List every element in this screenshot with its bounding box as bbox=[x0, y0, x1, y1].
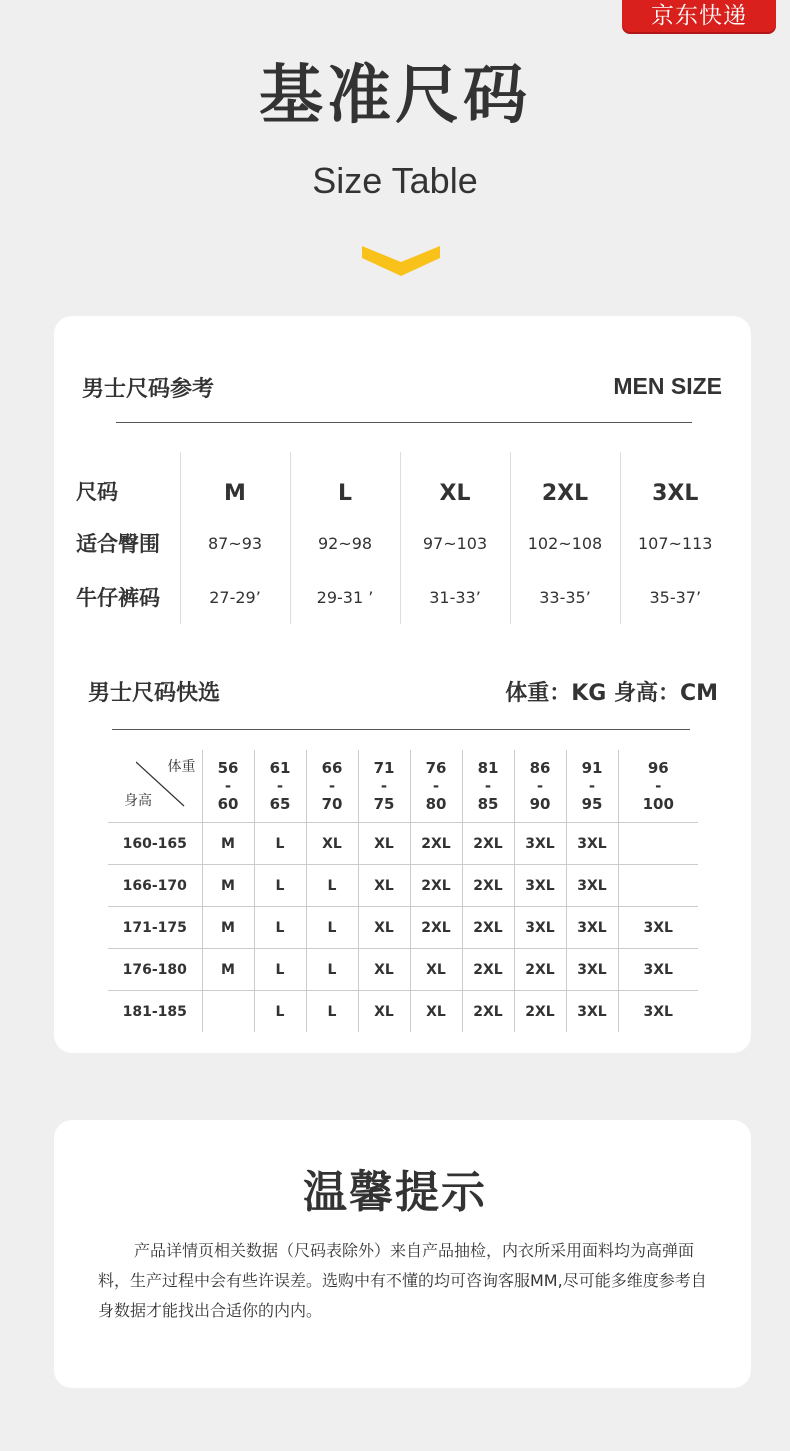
row-label: 适合臀围 bbox=[76, 532, 160, 556]
table-cell: XL bbox=[410, 949, 462, 991]
height-range: 171-175 bbox=[108, 907, 202, 949]
table-cell: XL bbox=[306, 823, 358, 865]
size-header-cell: XL bbox=[400, 452, 510, 516]
size-ref-heading: 男士尺码参考 bbox=[82, 377, 215, 402]
table-cell: 3XL bbox=[566, 865, 618, 907]
table-cell: 3XL bbox=[618, 991, 698, 1033]
table-cell: M bbox=[202, 949, 254, 991]
table-cell: M bbox=[202, 823, 254, 865]
table-cell: 2XL bbox=[514, 991, 566, 1033]
table-cell: 3XL bbox=[618, 949, 698, 991]
table-cell: 97~103 bbox=[400, 516, 510, 570]
table-cell: M bbox=[202, 907, 254, 949]
tips-title: 温馨提示 bbox=[303, 1167, 487, 1218]
quick-select-heading: 男士尺码快选 bbox=[88, 681, 221, 706]
height-range: 160-165 bbox=[108, 823, 202, 865]
table-cell: XL bbox=[358, 907, 410, 949]
table-cell: 92~98 bbox=[290, 516, 400, 570]
table-cell: 2XL bbox=[462, 991, 514, 1033]
table-cell: XL bbox=[358, 865, 410, 907]
divider bbox=[112, 729, 690, 730]
table-cell: XL bbox=[410, 991, 462, 1033]
table-cell: 3XL bbox=[514, 907, 566, 949]
quick-select-table bbox=[108, 750, 698, 1032]
table-row bbox=[108, 865, 698, 907]
table-cell: 3XL bbox=[566, 949, 618, 991]
table-cell: L bbox=[254, 991, 306, 1033]
table-cell: 2XL bbox=[462, 823, 514, 865]
jeans-row bbox=[76, 570, 730, 624]
table-cell bbox=[618, 865, 698, 907]
hip-row bbox=[76, 516, 730, 570]
weight-range: 56 - 60 bbox=[202, 750, 254, 823]
table-cell: 3XL bbox=[566, 823, 618, 865]
table-cell: 35-37’ bbox=[620, 570, 730, 624]
table-cell: 29-31 ’ bbox=[290, 570, 400, 624]
table-row bbox=[108, 907, 698, 949]
table-cell: L bbox=[306, 907, 358, 949]
weight-range: 66 - 70 bbox=[306, 750, 358, 823]
table-cell: 107~113 bbox=[620, 516, 730, 570]
table-cell: 3XL bbox=[566, 991, 618, 1033]
table-cell: 33-35’ bbox=[510, 570, 620, 624]
table-cell: 87~93 bbox=[180, 516, 290, 570]
size-header-cell: M bbox=[180, 452, 290, 516]
weight-header-row bbox=[108, 750, 698, 823]
height-label: 身高 bbox=[124, 793, 152, 809]
weight-range: 81 - 85 bbox=[462, 750, 514, 823]
table-cell: L bbox=[306, 949, 358, 991]
table-cell: XL bbox=[358, 823, 410, 865]
table-cell: L bbox=[254, 823, 306, 865]
table-cell: 27-29’ bbox=[180, 570, 290, 624]
table-cell: 2XL bbox=[514, 949, 566, 991]
height-range: 176-180 bbox=[108, 949, 202, 991]
page-subtitle: Size Table bbox=[312, 160, 478, 201]
table-cell: L bbox=[254, 949, 306, 991]
table-cell: 3XL bbox=[566, 907, 618, 949]
size-header-cell: 2XL bbox=[510, 452, 620, 516]
chevron-down-icon bbox=[362, 244, 440, 276]
table-cell: 2XL bbox=[410, 907, 462, 949]
table-cell: L bbox=[254, 865, 306, 907]
size-header-cell: 3XL bbox=[620, 452, 730, 516]
size-header-cell: L bbox=[290, 452, 400, 516]
table-cell bbox=[618, 823, 698, 865]
height-range: 166-170 bbox=[108, 865, 202, 907]
table-row bbox=[108, 949, 698, 991]
size-ref-heading-en: MEN SIZE bbox=[613, 373, 722, 399]
table-cell: 2XL bbox=[462, 907, 514, 949]
table-cell: 2XL bbox=[462, 949, 514, 991]
table-cell: 2XL bbox=[462, 865, 514, 907]
size-header-label: 尺码 bbox=[76, 480, 118, 504]
table-cell: XL bbox=[358, 991, 410, 1033]
weight-range: 76 - 80 bbox=[410, 750, 462, 823]
corner-cell bbox=[108, 750, 202, 823]
weight-label: 体重 bbox=[167, 759, 196, 775]
weight-range: 91 - 95 bbox=[566, 750, 618, 823]
table-cell: 3XL bbox=[514, 823, 566, 865]
weight-range: 96 - 100 bbox=[618, 750, 698, 823]
table-cell: L bbox=[306, 865, 358, 907]
table-cell: 102~108 bbox=[510, 516, 620, 570]
table-row bbox=[108, 823, 698, 865]
size-reference-table bbox=[76, 452, 730, 624]
weight-range: 61 - 65 bbox=[254, 750, 306, 823]
height-range: 181-185 bbox=[108, 991, 202, 1033]
table-cell: M bbox=[202, 865, 254, 907]
table-cell: 3XL bbox=[618, 907, 698, 949]
page-title: 基准尺码 bbox=[259, 59, 531, 133]
table-cell: XL bbox=[358, 949, 410, 991]
table-cell: 2XL bbox=[410, 823, 462, 865]
table-row bbox=[108, 991, 698, 1033]
table-cell bbox=[202, 991, 254, 1033]
table-cell: L bbox=[306, 991, 358, 1033]
tips-body: 产品详情页相关数据（尺码表除外）来自产品抽检，内衣所采用面料均为高弹面料，生产过程中会有些许误差。选购中有不懂的均可咨询客服MM,尽可能多维度参考自身数据才能找出合适你的内内。 bbox=[98, 1241, 707, 1320]
table-cell: 3XL bbox=[514, 865, 566, 907]
weight-range: 71 - 75 bbox=[358, 750, 410, 823]
size-header-row bbox=[76, 452, 730, 516]
divider bbox=[116, 422, 692, 423]
table-cell: 31-33’ bbox=[400, 570, 510, 624]
row-label: 牛仔裤码 bbox=[76, 586, 160, 610]
jd-express-badge: 京东快递 bbox=[622, 0, 776, 32]
units-label: 体重：KG 身高：CM bbox=[505, 681, 718, 706]
table-cell: L bbox=[254, 907, 306, 949]
table-cell: 2XL bbox=[410, 865, 462, 907]
weight-range: 86 - 90 bbox=[514, 750, 566, 823]
